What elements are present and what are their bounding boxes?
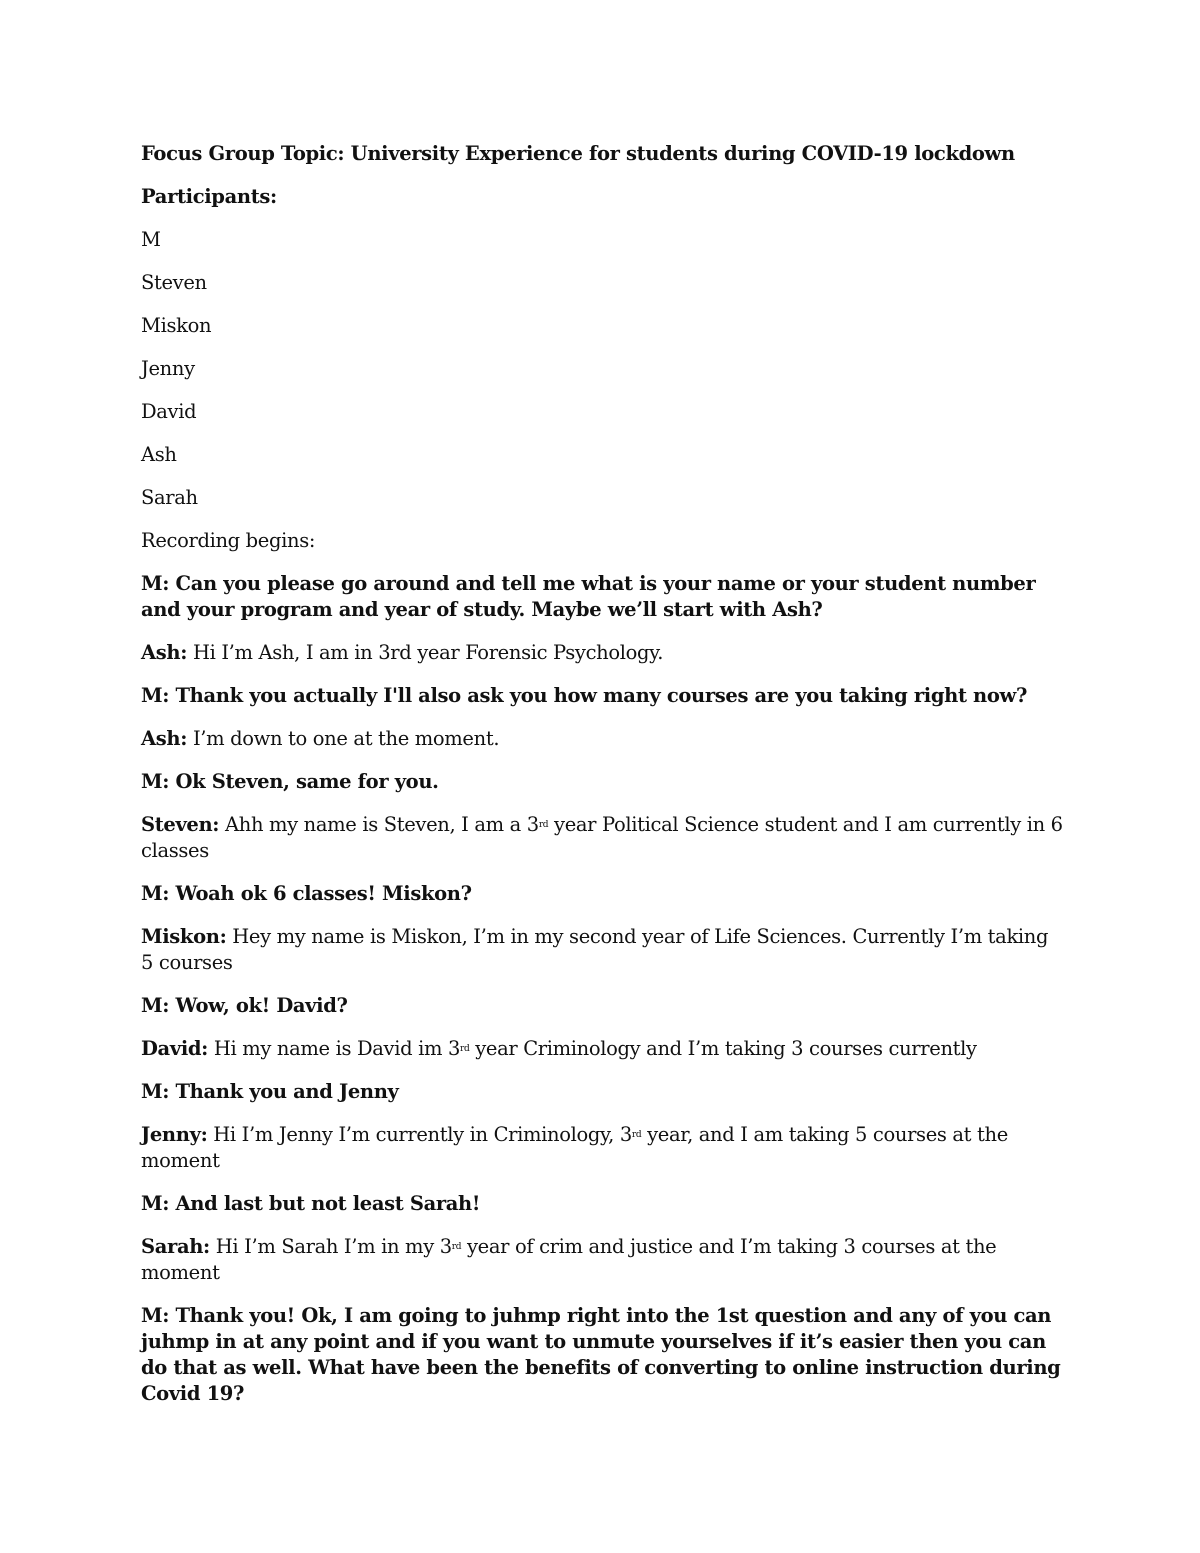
speaker-label: Ash:	[141, 727, 188, 750]
speaker-label: Jenny:	[141, 1123, 208, 1146]
participant-answer	[141, 812, 1066, 864]
answer-text: I’m down to one at the moment.	[187, 727, 500, 750]
participant-name: Ash	[141, 443, 177, 466]
moderator-question: M: Thank you! Ok, I am going to juhmp right into the 1st question and any of you can juhmp in at any point and if you want to unmute yourselves if it’s easier then you can do that as well. What have been the benefits of converting to online instruction during Covid 19?	[141, 1304, 1061, 1405]
participant-answer	[141, 1234, 1066, 1286]
participants-heading: Participants:	[141, 185, 277, 208]
recording-label: Recording begins:	[141, 529, 316, 552]
participant-answer	[141, 1036, 1066, 1062]
ordinal-suffix: rd	[538, 820, 549, 830]
moderator-question: M: Woah ok 6 classes! Miskon?	[141, 882, 472, 905]
participant-answer	[141, 726, 1066, 752]
participant-name: Steven	[141, 271, 207, 294]
ordinal-suffix: rd	[451, 1242, 462, 1252]
speaker-label: Steven:	[141, 813, 220, 836]
participant-answer	[141, 640, 1066, 666]
speaker-label: Sarah:	[141, 1235, 210, 1258]
participant-answer	[141, 1122, 1066, 1174]
speaker-label: David:	[141, 1037, 209, 1060]
ordinal-suffix: rd	[460, 1044, 470, 1054]
participant-name: M	[141, 228, 161, 251]
answer-text: year Criminology and I’m taking 3 courses currently	[469, 1037, 977, 1060]
answer-text: year Political Science student and I am currently in 6 classes	[141, 813, 1063, 862]
moderator-question: M: And last but not least Sarah!	[141, 1192, 481, 1215]
document-body	[141, 141, 1066, 1424]
answer-text: Hi my name is David im 3	[208, 1037, 461, 1060]
answer-text: Hi I’m Sarah I’m in my 3	[209, 1235, 452, 1258]
topic-heading: Focus Group Topic: University Experience for students during COVID-19 lockdown	[141, 142, 1015, 165]
moderator-question: M: Wow, ok! David?	[141, 994, 348, 1017]
moderator-question: M: Thank you and Jenny	[141, 1080, 399, 1103]
participant-name: Sarah	[141, 486, 198, 509]
answer-text: Hi I’m Ash, I am in 3rd year Forensic Psychology.	[187, 641, 664, 664]
answer-text: Hi I’m Jenny I’m currently in Criminology, 3	[207, 1123, 632, 1146]
answer-text: Ahh my name is Steven, I am a 3	[219, 813, 539, 836]
moderator-question: M: Can you please go around and tell me what is your name or your student number and your program and year of study. Maybe we’ll start with Ash?	[141, 572, 1036, 621]
moderator-question: M: Ok Steven, same for you.	[141, 770, 439, 793]
ordinal-suffix: rd	[631, 1130, 642, 1140]
participant-name: David	[141, 400, 197, 423]
answer-text: Hey my name is Miskon, I’m in my second year of Life Sciences. Currently I’m taking 5 courses	[141, 925, 1049, 974]
answer-text: year of crim and justice and I’m taking 3 courses at the moment	[141, 1235, 997, 1284]
speaker-label: Miskon:	[141, 925, 227, 948]
participant-name: Miskon	[141, 314, 212, 337]
participant-answer	[141, 924, 1066, 976]
moderator-question: M: Thank you actually I'll also ask you how many courses are you taking right now?	[141, 684, 1028, 707]
speaker-label: Ash:	[141, 641, 188, 664]
participant-name: Jenny	[141, 357, 195, 380]
answer-text: year, and I am taking 5 courses at the moment	[141, 1123, 1008, 1172]
